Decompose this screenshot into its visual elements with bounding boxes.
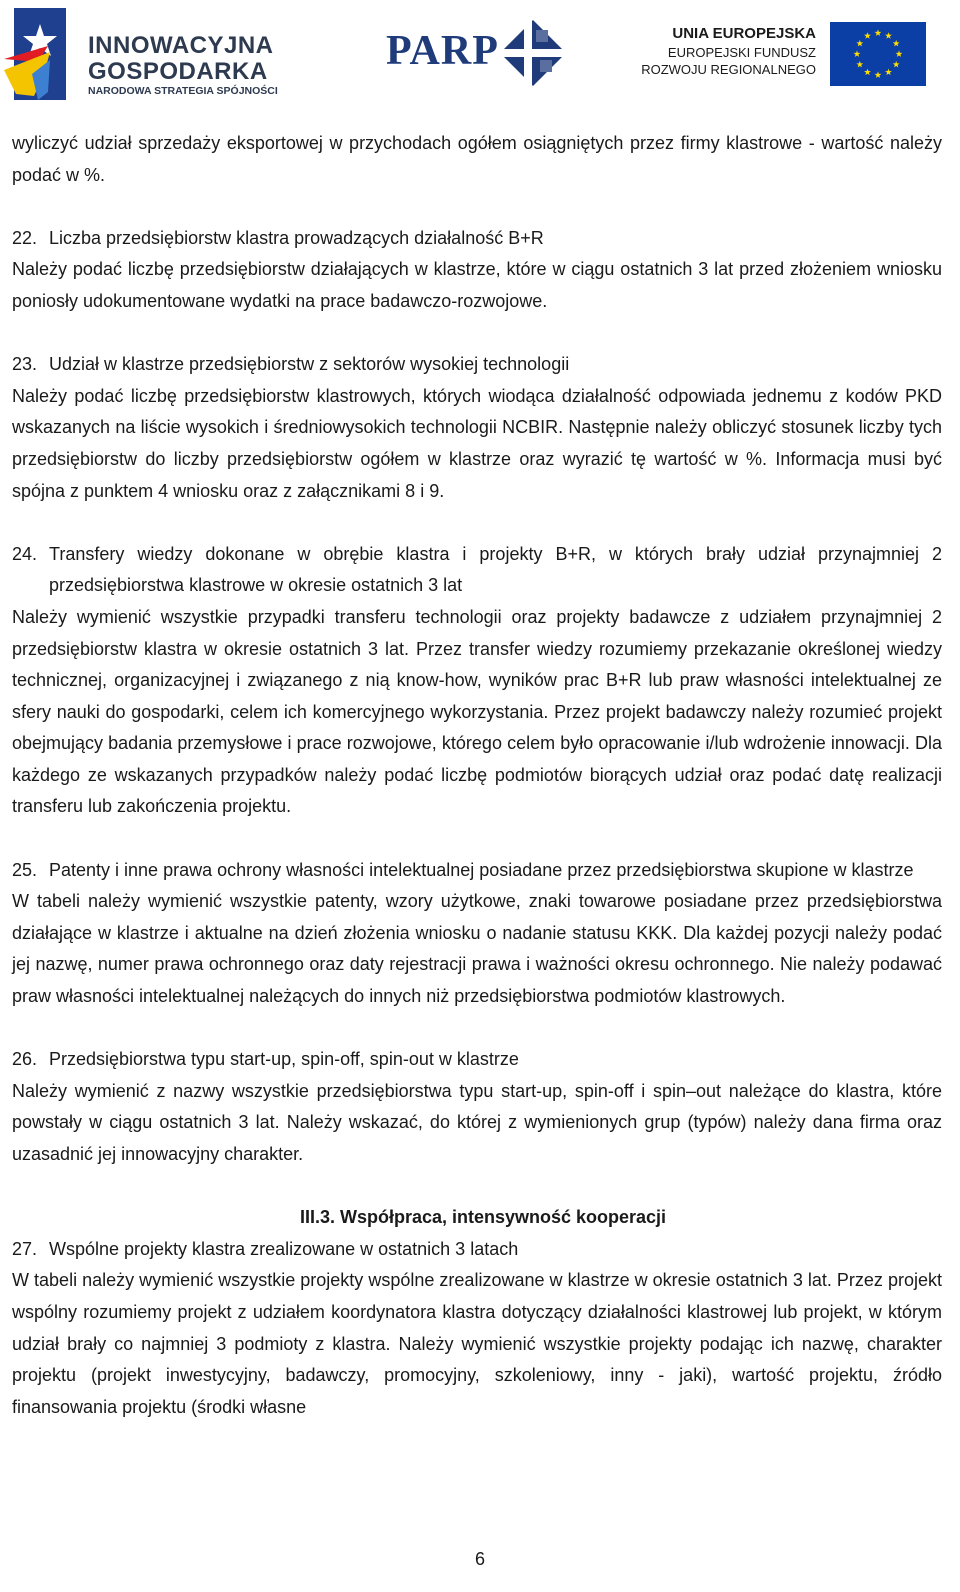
section-title-text: Transfery wiedzy dokonane w obrębie klastra i projekty B+R, w których brały udział przynajmniej 2 przedsiębiorstwa klastrowe w okresie ostatnich 3 lat	[49, 543, 942, 596]
eu-star-icon	[875, 71, 882, 78]
section-body: Należy podać liczbę przedsiębiorstw klastrowych, których wiodąca działalność odpowiada jednemu z kodów PKD wskazanych na liście wysokich i średniowysokich technologii NCBIR. Następnie należy obliczyć stosunek liczby tych przedsiębiorstw do liczby przedsiębiorstw ogółem w klastrze oraz wyrazić tę wartość w %. Informacja musi być spójna z punktem 4 wniosku oraz z załącznikami 8 i 9.	[12, 385, 942, 501]
section-body: Należy wymienić wszystkie przypadki transferu technologii oraz projekty badawcze z udziałem przynajmniej 2 przedsiębiorstw klastra w okresie ostatnich 3 lat. Przez transfer wiedzy rozumiemy przekazanie określonej wiedzy technicznej, organizacyjnej i związanego z nią know-how, wyników prac B+R lub praw własności intelektualnej ze sfery nauki do gospodarki, celem ich komercyjnego wykorzystania. Przez projekt badawczy należy rozumieć projekt obejmujący badania przemysłowe i prace rozwojowe, którego celem było opracowanie i/lub wdrożenie innowacji. Dla każdego ze wskazanych przypadków należy podać liczbę podmiotów biorących udział oraz podać datę realizacji transferu lub zakończenia projektu.	[12, 606, 942, 817]
intro-paragraph: wyliczyć udział sprzedaży eksportowej w przychodach ogółem osiągniętych przez firmy klastrowe - wartość należy podać w %.	[12, 133, 942, 185]
section-title-text: Wspólne projekty klastra zrealizowane w ostatnich 3 latach	[49, 1238, 519, 1259]
parp-logo	[386, 20, 576, 86]
section-title	[12, 1044, 942, 1076]
parp-logo-text: PARP	[386, 28, 499, 74]
section-title	[12, 223, 942, 255]
eu-star-icon	[896, 50, 903, 57]
section-title-text: Udział w klastrze przedsiębiorstw z sektorów wysokiej technologii	[49, 354, 570, 375]
section-number: 22.	[12, 227, 38, 248]
logo-ig-line1: INNOWACYJNA	[88, 32, 274, 59]
page-header	[0, 0, 960, 110]
section-body: W tabeli należy wymienić wszystkie patenty, wzory użytkowe, znaki towarowe posiadane przez przedsiębiorstwa działające w klastrze i aktualne na dzień złożenia wniosku o nadanie statusu KKK. Dla każdej pozycji należy podać jej nazwę, numer prawa ochronnego oraz daty rejestracji prawa i ważności okresu ochronnego. Nie należy podawać praw własności intelektualnej należących do innych niż przedsiębiorstwa podmiotów klastrowych.	[12, 891, 942, 1007]
eu-star-icon	[864, 69, 871, 76]
section-22	[12, 223, 942, 318]
section-body: W tabeli należy wymienić wszystkie projekty wspólne zrealizowane w klastrze w okresie ostatnich 3 lat. Przez projekt wspólny rozumiemy projekt z udziałem koordynatora klastra dotyczący działalności klastrowej lub projekt, w którym udział brały co najmniej 3 podmioty z klastra. Należy wymienić wszystkie projekty podając ich nazwę, charakter projektu (projekt inwestycyjny, badawczy, promocyjny, szkoleniowy, inny - jaki), wartość projektu, źródło finansowania projektu (środki własne	[12, 1270, 942, 1417]
innowacyjna-gospodarka-star-icon	[4, 4, 84, 104]
section-24	[12, 539, 942, 823]
section-27	[12, 1234, 942, 1424]
eu-logo-line1: UNIA EUROPEJSKA	[672, 25, 816, 42]
eu-star-icon	[864, 32, 871, 39]
eu-logo-line3: ROZWOJU REGIONALNEGO	[641, 62, 816, 77]
eu-star-icon	[854, 50, 861, 57]
eu-star-icon	[885, 32, 892, 39]
section-title	[12, 1234, 942, 1266]
section-number: 26.	[12, 1049, 38, 1070]
eu-star-icon	[893, 40, 900, 47]
section-number: 25.	[12, 859, 38, 880]
eu-star-icon	[893, 61, 900, 68]
section-body: Należy podać liczbę przedsiębiorstw działających w klastrze, które w ciągu ostatnich 3 lat przed złożeniem wniosku poniosły udokumentowane wydatki na prace badawczo-rozwojowe.	[12, 259, 942, 311]
subsection-heading: III.3. Współpraca, intensywność kooperacji	[299, 1207, 667, 1228]
section-number: 24.	[12, 543, 38, 564]
section-title	[12, 539, 942, 602]
section-26	[12, 1044, 942, 1170]
eu-logo-line2: EUROPEJSKI FUNDUSZ	[667, 45, 816, 60]
eu-star-icon	[875, 29, 882, 36]
section-25	[12, 855, 942, 1013]
section-number: 23.	[12, 354, 38, 375]
section-title	[12, 349, 942, 381]
logo-ig-line2: GOSPODARKA	[88, 58, 268, 85]
eu-star-icon	[856, 61, 863, 68]
section-body: Należy wymienić z nazwy wszystkie przedsiębiorstwa typu start-up, spin-off i spin–out należące do klastra, które powstały w ciągu ostatnich 3 lat. Należy wskazać, do której z wymienionych grup (typów) należy dana firma oraz uzasadnić jej innowacyjny charakter.	[12, 1080, 942, 1164]
section-title-text: Patenty i inne prawa ochrony własności intelektualnej posiadane przez przedsiębiorstwa skupione w klastrze	[49, 859, 914, 880]
logo-ig-line3: NARODOWA STRATEGIA SPÓJNOŚCI	[88, 85, 278, 97]
eu-star-icon	[885, 69, 892, 76]
parp-logo-mark-icon	[500, 20, 566, 86]
section-title-text: Liczba przedsiębiorstw klastra prowadzących działalność B+R	[49, 227, 544, 248]
innowacyjna-gospodarka-logo	[4, 4, 304, 104]
document-body	[12, 128, 942, 1423]
section-number: 27.	[12, 1238, 38, 1259]
eu-logo	[641, 20, 950, 90]
eu-flag-icon	[830, 22, 926, 86]
section-title-text: Przedsiębiorstwa typu start-up, spin-off, spin-out w klastrze	[49, 1049, 519, 1070]
eu-star-icon	[856, 40, 863, 47]
page-number: 6	[474, 1549, 485, 1569]
section-23	[12, 349, 942, 507]
section-title	[12, 855, 942, 887]
